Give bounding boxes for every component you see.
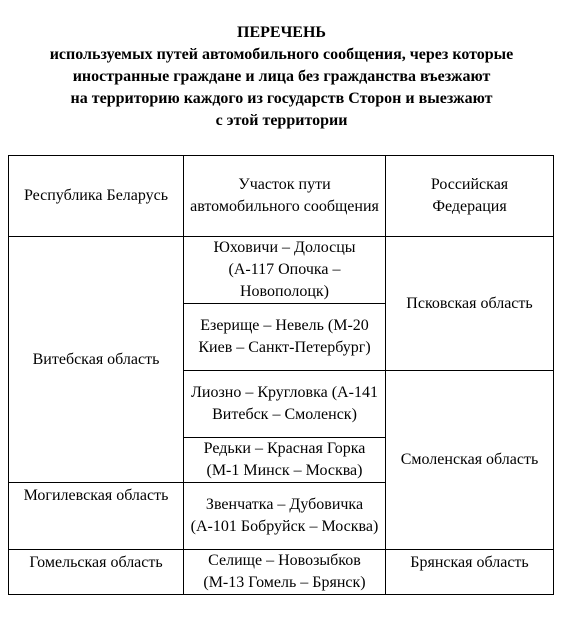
header-belarus: Республика Беларусь [9,156,184,237]
route-cell: Редьки – Красная Горка (М-1 Минск – Москва) [184,438,386,483]
routes-table [8,155,554,595]
header-russia: Российская Федерация [386,156,554,237]
belarus-region-gomel: Гомельская область [9,550,184,595]
title-line-2: иностранные граждане и лица без гражданства въезжают [72,68,491,85]
route-cell: Юховичи – Долосцы (А-117 Опочка – Новополоцк) [184,237,386,304]
russia-region-pskov: Псковская область [386,237,554,371]
russia-region-smolensk: Смоленская область [386,371,554,550]
title-line-3: на территорию каждого из государств Сторон и выезжают [70,90,493,107]
route-cell: Лиозно – Кругловка (А-141 Витебск – Смоленск) [184,371,386,438]
route-cell: Звенчатка – Дубовичка (А-101 Бобруйск – Москва) [184,483,386,550]
belarus-region-vitebsk: Витебская область [9,237,184,483]
route-cell: Селище – Новозыбков (М-13 Гомель – Брянск) [184,550,386,595]
route-cell: Езерище – Невель (М-20 Киев – Санкт-Петербург) [184,304,386,371]
russia-region-bryansk: Брянская область [386,550,554,595]
document-title [0,22,563,132]
table-row [9,550,554,595]
title-line-1: используемых путей автомобильного сообщения, через которые [49,46,514,63]
table-header-row [9,156,554,237]
table-row [9,237,554,304]
title-line-4: с этой территории [215,112,348,129]
title-heading: ПЕРЕЧЕНЬ [237,24,326,41]
belarus-region-mogilev: Могилевская область [9,483,184,550]
header-route: Участок пути автомобильного сообщения [184,156,386,237]
